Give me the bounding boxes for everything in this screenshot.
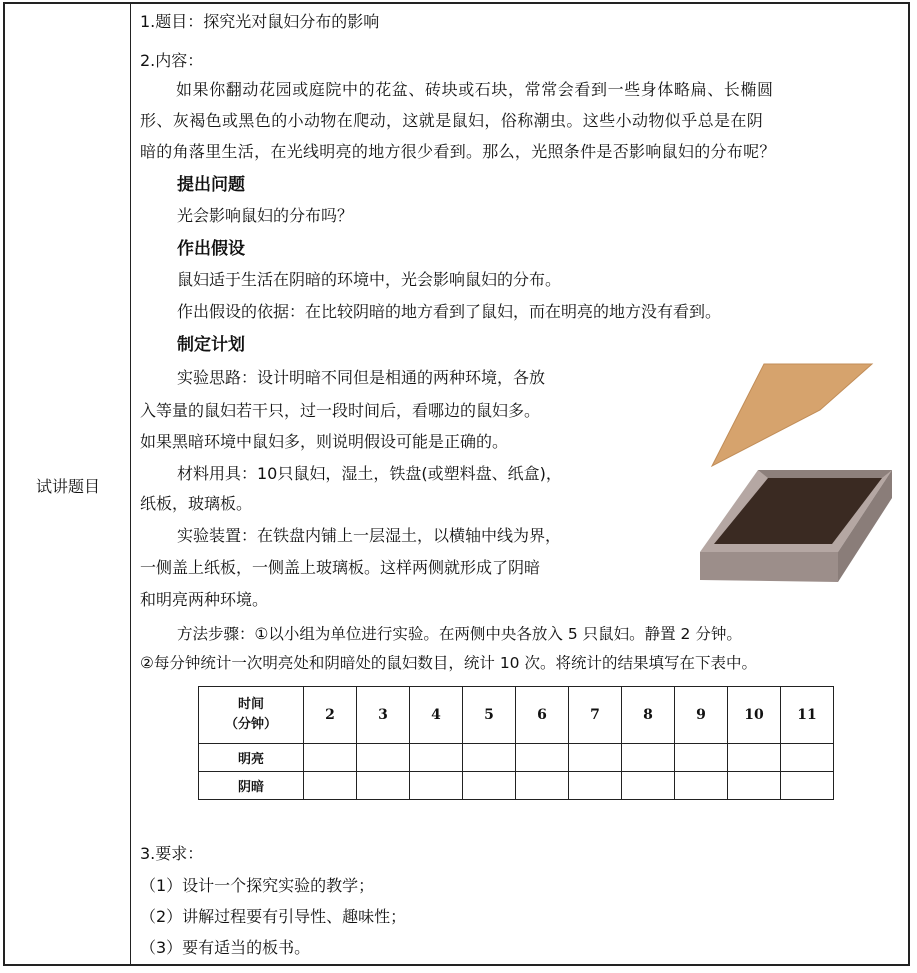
hypothesis-heading: 作出假设 [177, 239, 245, 259]
question-heading: 提出问题 [177, 175, 245, 195]
empty-cell [357, 744, 410, 772]
table-header-row [199, 687, 834, 744]
dark-row [199, 772, 834, 800]
empty-cell [675, 744, 728, 772]
minute-cell: 4 [410, 687, 463, 744]
plan-line-3: 如果黑暗环境中鼠妇多，则说明假设可能是正确的。 [140, 432, 509, 451]
empty-cell [781, 772, 834, 800]
minute-cell: 9 [675, 687, 728, 744]
empty-cell [728, 744, 781, 772]
empty-cell [410, 772, 463, 800]
intro-line-1: 如果你翻动花园或庭院中的花盆、砖块或石块，常常会看到一些身体略扁、长椭圆 [176, 80, 774, 99]
empty-cell [516, 772, 569, 800]
minute-cell: 7 [569, 687, 622, 744]
minute-cell: 8 [622, 687, 675, 744]
bright-row [199, 744, 834, 772]
plan-line-2: 入等量的鼠妇若干只，过一段时间后，看哪边的鼠妇多。 [140, 401, 541, 420]
hypothesis-basis: 作出假设的依据：在比较阴暗的地方看到了鼠妇，而在明亮的地方没有看到。 [177, 302, 722, 321]
minute-cell: 6 [516, 687, 569, 744]
plan-heading: 制定计划 [177, 335, 245, 355]
content-heading: 2.内容： [140, 51, 204, 70]
hypothesis-text: 鼠妇适于生活在阴暗的环境中，光会影响鼠妇的分布。 [177, 270, 562, 289]
question-text: 光会影响鼠妇的分布吗？ [177, 206, 354, 225]
plan-line-4: 材料用具：10只鼠妇，湿土，铁盘(或塑料盘、纸盒)， [177, 464, 562, 483]
dark-row-label: 阴暗 [199, 772, 304, 800]
empty-cell [304, 772, 357, 800]
requirement-2: （2）讲解过程要有引导性、趣味性； [140, 907, 407, 926]
bright-row-label: 明亮 [199, 744, 304, 772]
cardboard-cover [712, 364, 872, 466]
plan-line-6: 实验装置：在铁盘内铺上一层湿土，以横轴中线为界， [177, 526, 562, 545]
intro-line-3: 暗的角落里生活，在光线明亮的地方很少看到。那么，光照条件是否影响鼠妇的分布呢？ [140, 142, 776, 161]
plan-line-8: 和明亮两种环境。 [140, 590, 269, 609]
empty-cell [463, 772, 516, 800]
left-label: 试讲题目 [35, 477, 100, 496]
plan-line-5: 纸板，玻璃板。 [140, 494, 253, 513]
plan-line-7: 一侧盖上纸板，一侧盖上玻璃板。这样两侧就形成了阴暗 [140, 558, 541, 577]
left-column [5, 4, 131, 964]
time-header-label: 时间 [237, 697, 264, 712]
empty-cell [569, 772, 622, 800]
plan-line-1: 实验思路：设计明暗不同但是相通的两种环境，各放 [177, 368, 546, 387]
minute-cell: 3 [357, 687, 410, 744]
minute-cell: 10 [728, 687, 781, 744]
plan-line-10: ②每分钟统计一次明亮处和阴暗处的鼠妇数目，统计 10 次。将统计的结果填写在下表中。 [140, 654, 757, 672]
time-header-unit: （分钟） [224, 717, 277, 732]
empty-cell [357, 772, 410, 800]
plan-line-9: 方法步骤：①以小组为单位进行实验。在两侧中央各放入 5 只鼠妇。静置 2 分钟。 [177, 625, 742, 643]
minute-cell: 5 [463, 687, 516, 744]
minute-cell: 2 [304, 687, 357, 744]
empty-cell [304, 744, 357, 772]
empty-cell [728, 772, 781, 800]
empty-cell [569, 744, 622, 772]
tray-inner-wall [758, 470, 892, 478]
empty-cell [463, 744, 516, 772]
intro-line-2: 形、灰褐色或黑色的小动物在爬动，这就是鼠妇，俗称潮虫。这些小动物似乎总是在阴 [140, 111, 764, 130]
empty-cell [675, 772, 728, 800]
empty-cell [622, 772, 675, 800]
empty-cell [410, 744, 463, 772]
title-line: 1.题目：探究光对鼠妇分布的影响 [140, 12, 380, 31]
requirement-3: （3）要有适当的板书。 [140, 938, 311, 957]
time-header-cell [199, 687, 304, 744]
requirements-heading: 3.要求： [140, 844, 204, 863]
empty-cell [516, 744, 569, 772]
empty-cell [622, 744, 675, 772]
tray-front-side [700, 552, 838, 582]
requirement-1: （1）设计一个探究实验的教学； [140, 876, 375, 895]
apparatus-diagram [700, 362, 896, 592]
data-table [198, 686, 834, 800]
minute-cell: 11 [781, 687, 834, 744]
empty-cell [781, 744, 834, 772]
